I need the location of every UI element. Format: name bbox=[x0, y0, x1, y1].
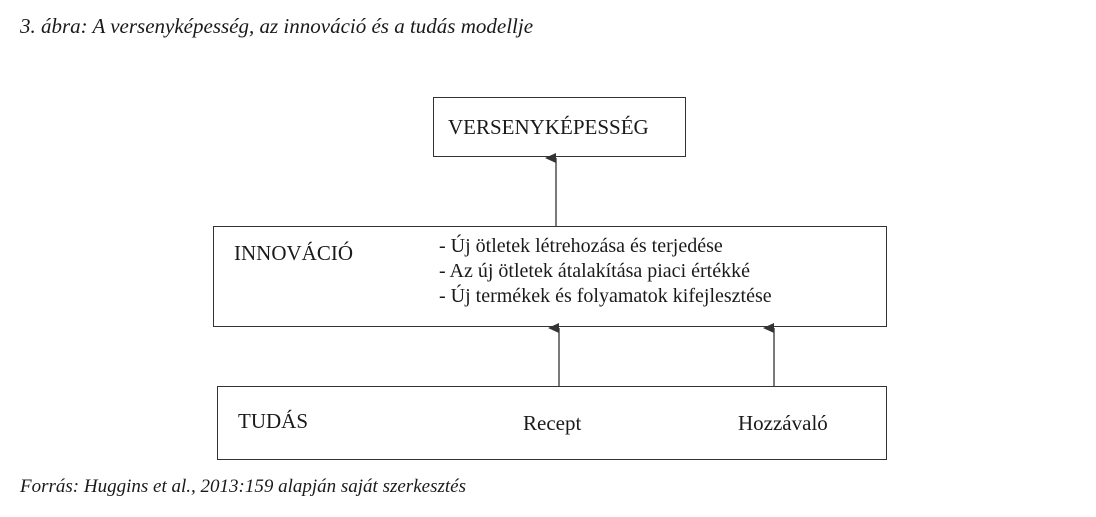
competitiveness-box bbox=[433, 97, 686, 157]
innovation-item: - Új termékek és folyamatok kifejlesztése bbox=[439, 285, 772, 307]
competitiveness-label: VERSENYKÉPESSÉG bbox=[448, 115, 649, 139]
innovation-item: - Új ötletek létrehozása és terjedése bbox=[439, 235, 723, 257]
figure-source: Forrás: Huggins et al., 2013:159 alapján saját szerkesztés bbox=[20, 476, 466, 497]
innovation-label: INNOVÁCIÓ bbox=[234, 241, 353, 265]
ingredient-label: Hozzávaló bbox=[738, 411, 828, 435]
recipe-label: Recept bbox=[523, 411, 582, 435]
figure-caption: 3. ábra: A versenyképesség, az innováció és a tudás modellje bbox=[20, 14, 534, 38]
knowledge-label: TUDÁS bbox=[238, 409, 309, 433]
innovation-item: - Az új ötletek átalakítása piaci értékké bbox=[439, 260, 750, 282]
innovation-box bbox=[213, 226, 887, 327]
knowledge-box bbox=[217, 386, 887, 460]
innovation-item-list bbox=[439, 234, 772, 309]
